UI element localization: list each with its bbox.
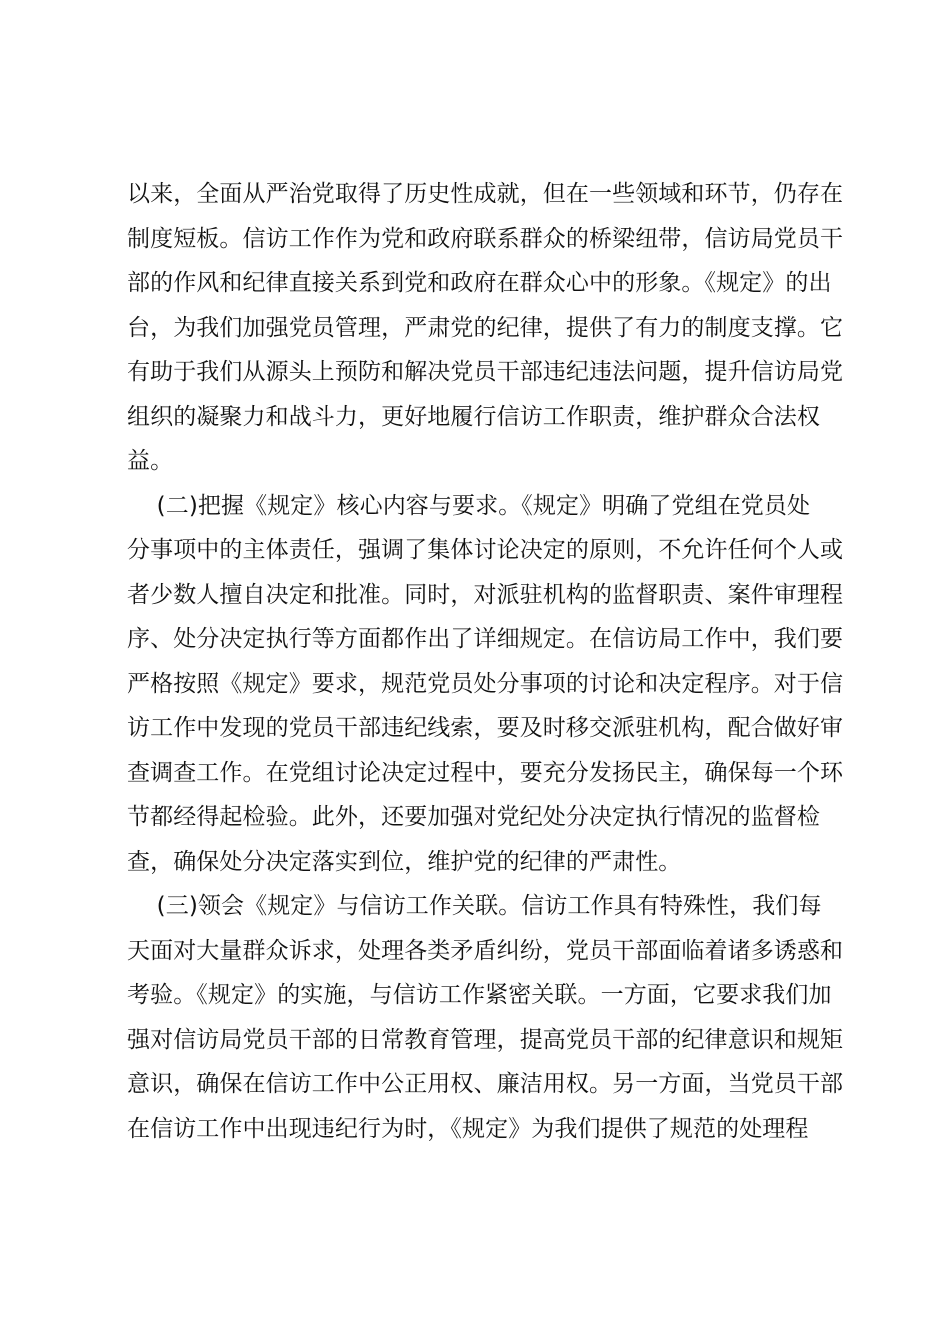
- text-line: 部的作风和纪律直接关系到党和政府在群众心中的形象。《规定》的出: [127, 270, 832, 296]
- text-line: 天面对大量群众诉求，处理各类矛盾纠纷，党员干部面临着诸多诱惑和: [127, 937, 844, 964]
- text-line: 访工作中发现的党员干部违纪线索，要及时移交派驻机构，配合做好审: [127, 715, 844, 741]
- text-line: 以来，全面从严治党取得了历史性成就，但在一些领域和环节，仍存在: [127, 181, 844, 207]
- text-line: 考验。《规定》的实施，与信访工作紧密关联。一方面，它要求我们加: [127, 982, 832, 1008]
- text-line: 组织的凝聚力和战斗力，更好地履行信访工作职责，维护群众合法权: [127, 403, 820, 430]
- text-line: 强对信访局党员干部的日常教育管理，提高党员干部的纪律意识和规矩: [127, 1026, 844, 1053]
- text-line: 在信访工作中出现违纪行为时，《规定》为我们提供了规范的处理程: [127, 1115, 809, 1142]
- text-line: 制度短板。信访工作作为党和政府联系群众的桥梁纽带，信访局党员干: [127, 225, 844, 252]
- text-line: 查调查工作。在党组讨论决定过程中，要充分发扬民主，确保每一个环: [127, 759, 844, 786]
- text-line: 序、处分决定执行等方面都作出了详细规定。在信访局工作中，我们要: [127, 626, 844, 652]
- text-line: 意识，确保在信访工作中公正用权、廉洁用权。另一方面，当党员干部: [127, 1071, 844, 1097]
- section-heading-line: (二)把握《规定》核心内容与要求。《规定》明确了党组在党员处: [127, 492, 811, 519]
- text-line: 台，为我们加强党员管理，严肃党的纪律，提供了有力的制度支撑。它: [127, 314, 844, 341]
- text-line: 者少数人擅自决定和批准。同时，对派驻机构的监督职责、案件审理程: [127, 581, 844, 608]
- body-text: [127, 172, 844, 1151]
- section-heading-line: (三)领会《规定》与信访工作关联。信访工作具有特殊性，我们每: [127, 893, 822, 919]
- text-line: 分事项中的主体责任，强调了集体讨论决定的原则，不允许任何个人或: [127, 537, 844, 563]
- text-line: 有助于我们从源头上预防和解决党员干部违纪违法问题，提升信访局党: [127, 359, 844, 385]
- text-line: 查，确保处分决定落实到位，维护党的纪律的严肃性。: [127, 848, 682, 875]
- text-line: 节都经得起检验。此外，还要加强对党纪处分决定执行情况的监督检: [127, 804, 820, 830]
- text-line: 严格按照《规定》要求，规范党员处分事项的讨论和决定程序。对于信: [127, 670, 844, 697]
- text-line: 益。: [127, 448, 174, 474]
